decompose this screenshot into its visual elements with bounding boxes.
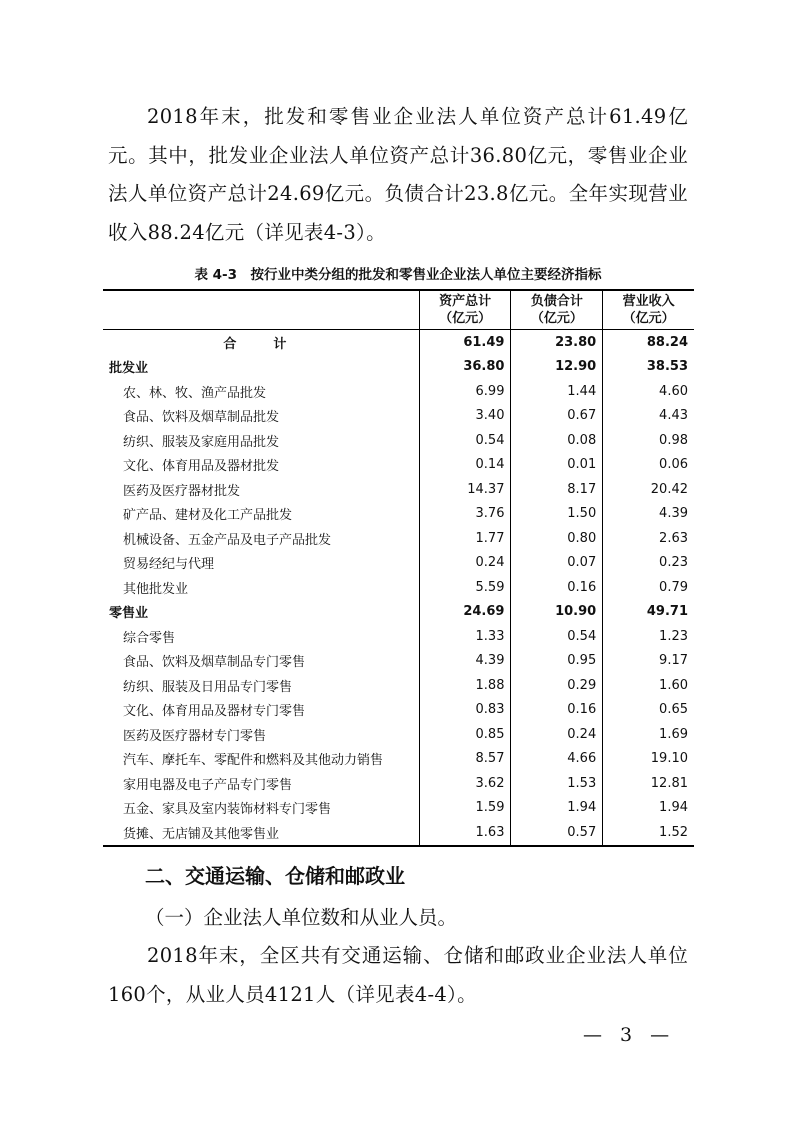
cell-liabilities: 0.01: [511, 453, 603, 478]
table-row: [103, 722, 694, 747]
table-row: [103, 330, 694, 355]
cell-liabilities: 0.08: [511, 428, 603, 453]
cell-revenue: 1.23: [603, 624, 694, 649]
row-label: 农、林、牧、渔产品批发: [123, 385, 267, 401]
row-label: 医药及医疗器材批发: [123, 483, 241, 499]
cell-liabilities: 0.07: [511, 551, 603, 576]
cell-revenue: 0.23: [603, 551, 694, 576]
row-label: 家用电器及电子产品专门零售: [123, 777, 293, 793]
table-row: [103, 355, 694, 380]
cell-revenue: 1.52: [603, 820, 694, 846]
cell-liabilities: 8.17: [511, 477, 603, 502]
paragraph-summary: 2018年末，批发和零售业企业法人单位资产总计61.49亿元。其中，批发业企业法人单位资产总计36.80亿元，零售业企业法人单位资产总计24.69亿元。负债合计23.8亿元。全年实现营业收入88.24亿元（详见表4-3）。: [108, 105, 688, 244]
cell-revenue: 2.63: [603, 526, 694, 551]
header-revenue: [603, 290, 694, 330]
economic-indicators-table: [103, 289, 694, 847]
row-label: 纺织、服装及家庭用品批发: [123, 434, 280, 450]
cell-liabilities: 0.16: [511, 575, 603, 600]
table-row: [103, 502, 694, 527]
cell-revenue: 0.65: [603, 698, 694, 723]
cell-revenue: 1.60: [603, 673, 694, 698]
cell-assets: 61.49: [419, 330, 511, 355]
subsection-heading: （一）企业法人单位数和从业人员。: [145, 906, 458, 929]
cell-revenue: 1.69: [603, 722, 694, 747]
table-row: [103, 698, 694, 723]
section-heading: 二、交通运输、仓储和邮政业: [145, 864, 405, 888]
cell-revenue: 49.71: [603, 600, 694, 625]
cell-assets: 0.14: [419, 453, 511, 478]
cell-revenue: 4.60: [603, 379, 694, 404]
table-caption: 表 4-3 按行业中类分组的批发和零售业企业法人单位主要经济指标: [194, 267, 602, 283]
table-row: [103, 477, 694, 502]
row-label: 零售业: [109, 606, 149, 622]
cell-assets: 1.59: [419, 796, 511, 821]
cell-assets: 8.57: [419, 747, 511, 772]
row-label: 贸易经纪与代理: [123, 557, 215, 573]
table-row: [103, 771, 694, 796]
cell-revenue: 20.42: [603, 477, 694, 502]
cell-revenue: 4.43: [603, 404, 694, 429]
table-body: [103, 330, 694, 846]
table-row: [103, 526, 694, 551]
cell-assets: 14.37: [419, 477, 511, 502]
cell-assets: 1.63: [419, 820, 511, 846]
cell-liabilities: 0.24: [511, 722, 603, 747]
cell-assets: 1.77: [419, 526, 511, 551]
cell-revenue: 12.81: [603, 771, 694, 796]
table-row: [103, 575, 694, 600]
table-row: [103, 428, 694, 453]
cell-liabilities: 10.90: [511, 600, 603, 625]
header-assets: [419, 290, 511, 330]
row-label: 矿产品、建材及化工产品批发: [123, 508, 293, 524]
cell-revenue: 1.94: [603, 796, 694, 821]
cell-assets: 1.88: [419, 673, 511, 698]
cell-assets: 1.33: [419, 624, 511, 649]
row-label: 合 计: [223, 336, 299, 352]
header-liabilities-unit: （亿元）: [530, 311, 583, 326]
row-label: 综合零售: [123, 630, 176, 646]
header-blank: [103, 290, 419, 330]
table-row: [103, 453, 694, 478]
cell-assets: 4.39: [419, 649, 511, 674]
cell-revenue: 0.79: [603, 575, 694, 600]
cell-assets: 3.76: [419, 502, 511, 527]
header-revenue-label: 营业收入: [622, 294, 675, 309]
table-row: [103, 820, 694, 846]
row-label: 批发业: [109, 361, 149, 377]
row-label: 食品、饮料及烟草制品批发: [123, 410, 280, 426]
row-label: 纺织、服装及日用品专门零售: [123, 679, 293, 695]
cell-liabilities: 0.57: [511, 820, 603, 846]
row-label: 文化、体育用品及器材专门零售: [123, 704, 306, 720]
cell-assets: 0.24: [419, 551, 511, 576]
header-liabilities-label: 负债合计: [530, 294, 583, 309]
cell-liabilities: 23.80: [511, 330, 603, 355]
cell-liabilities: 0.67: [511, 404, 603, 429]
row-label: 其他批发业: [123, 581, 189, 597]
cell-liabilities: 0.54: [511, 624, 603, 649]
row-label: 五金、家具及室内装饰材料专门零售: [123, 802, 332, 818]
cell-assets: 24.69: [419, 600, 511, 625]
cell-revenue: 88.24: [603, 330, 694, 355]
cell-liabilities: 4.66: [511, 747, 603, 772]
cell-revenue: 4.39: [603, 502, 694, 527]
cell-revenue: 0.98: [603, 428, 694, 453]
table-row: [103, 649, 694, 674]
row-label: 货摊、无店铺及其他零售业: [123, 826, 280, 842]
cell-assets: 6.99: [419, 379, 511, 404]
header-assets-unit: （亿元）: [439, 311, 492, 326]
page-number: — 3 —: [583, 1024, 676, 1046]
cell-liabilities: 0.95: [511, 649, 603, 674]
cell-assets: 0.85: [419, 722, 511, 747]
table-row: [103, 796, 694, 821]
row-label: 食品、饮料及烟草制品专门零售: [123, 655, 306, 671]
cell-liabilities: 1.53: [511, 771, 603, 796]
table-header-row: [103, 290, 694, 330]
header-assets-label: 资产总计: [439, 294, 492, 309]
cell-revenue: 0.06: [603, 453, 694, 478]
row-label: 汽车、摩托车、零配件和燃料及其他动力销售: [123, 753, 384, 769]
cell-revenue: 9.17: [603, 649, 694, 674]
cell-assets: 36.80: [419, 355, 511, 380]
table-row: [103, 404, 694, 429]
row-label: 文化、体育用品及器材批发: [123, 459, 280, 475]
cell-assets: 0.83: [419, 698, 511, 723]
cell-liabilities: 0.16: [511, 698, 603, 723]
table-row: [103, 379, 694, 404]
cell-assets: 3.40: [419, 404, 511, 429]
cell-liabilities: 1.94: [511, 796, 603, 821]
row-label: 医药及医疗器材专门零售: [123, 728, 267, 744]
cell-liabilities: 1.50: [511, 502, 603, 527]
table-row: [103, 624, 694, 649]
cell-assets: 3.62: [419, 771, 511, 796]
header-liabilities: [511, 290, 603, 330]
cell-liabilities: 1.44: [511, 379, 603, 404]
table-row: [103, 600, 694, 625]
cell-revenue: 19.10: [603, 747, 694, 772]
paragraph-transport: 2018年末，全区共有交通运输、仓储和邮政业企业法人单位160个，从业人员4121人（详见表4-4）。: [108, 944, 688, 1006]
cell-assets: 0.54: [419, 428, 511, 453]
cell-liabilities: 0.29: [511, 673, 603, 698]
cell-revenue: 38.53: [603, 355, 694, 380]
cell-liabilities: 12.90: [511, 355, 603, 380]
header-revenue-unit: （亿元）: [622, 311, 675, 326]
cell-assets: 5.59: [419, 575, 511, 600]
table-row: [103, 673, 694, 698]
row-label: 机械设备、五金产品及电子产品批发: [123, 532, 332, 548]
table-row: [103, 551, 694, 576]
cell-liabilities: 0.80: [511, 526, 603, 551]
table-row: [103, 747, 694, 772]
